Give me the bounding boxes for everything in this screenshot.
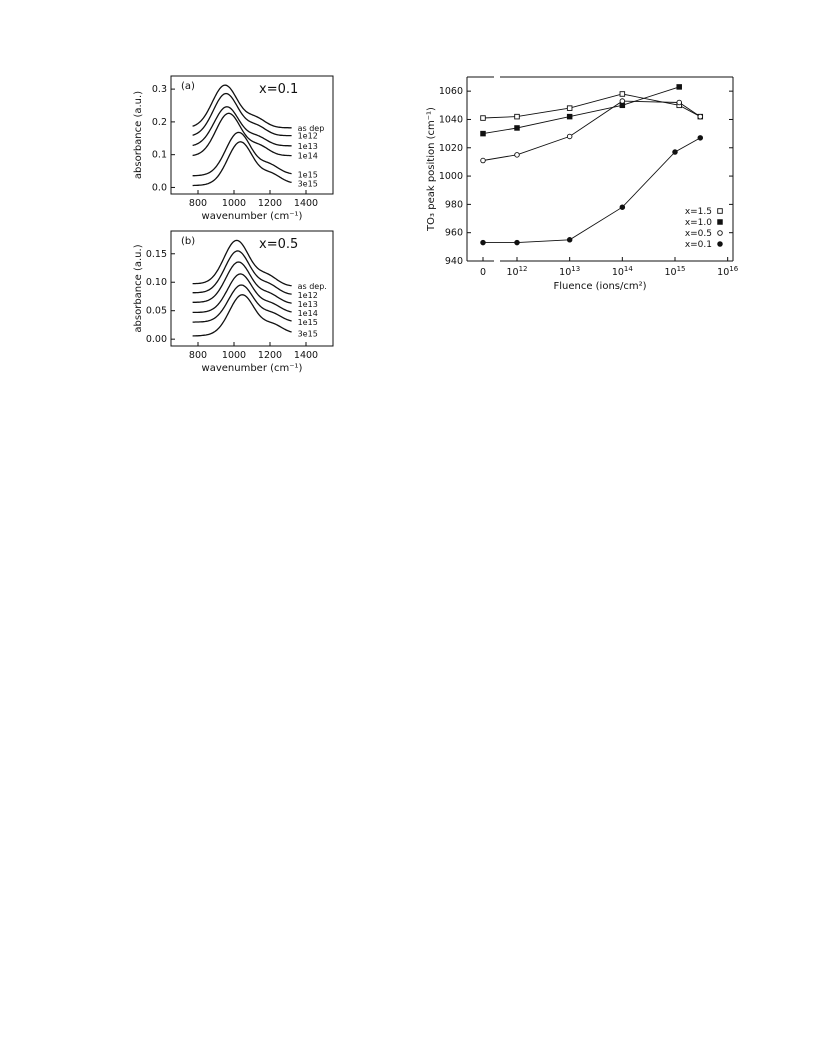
y-tick-label: 1000 [438,171,463,183]
x-tick-base: 10 [717,267,730,278]
data-point [481,158,486,163]
spectrum-label: 1e15 [297,318,318,328]
legend-label: x=0.1 [684,240,712,250]
spectrum-label: 3e15 [297,179,318,189]
x-tick-label: 1000 [221,350,247,361]
y-tick-label: 960 [444,227,463,239]
spectra-panel-a [133,76,333,222]
x-tick-exponent: 12 [518,265,528,273]
data-point [515,153,520,158]
y-tick-label: 980 [444,199,463,211]
x-tick-exponent: 14 [623,265,633,273]
x-tick-exponent: 16 [729,265,739,273]
y-tick-label: 0.3 [151,84,167,96]
spectrum-line [193,262,292,303]
data-point [718,220,723,225]
x-tick-label: 1000 [221,198,247,209]
data-point [481,131,486,136]
data-point [481,240,486,245]
data-point [567,134,572,139]
data-point [677,100,682,105]
x-tick-label: 800 [188,198,208,209]
y-axis-label: absorbance (a.u.) [133,244,144,333]
series-line [483,101,700,160]
data-point [567,237,572,242]
x-tick-label: 1400 [293,198,319,209]
peak-position-chart [426,77,739,292]
y-tick-label: 0.05 [145,305,167,317]
spectrum-label: as dep. [297,282,327,292]
x-tick-label: 800 [188,350,208,361]
x-axis-label: wavenumber (cm⁻¹) [201,211,303,222]
x-tick-base: 10 [506,267,519,278]
x-axis-label: Fluence (ions/cm²) [553,281,647,292]
y-tick-label: 0.00 [145,334,167,346]
panel-label: (a) [181,81,195,92]
x-tick-label [559,265,580,278]
data-point [481,116,486,121]
series-line [483,87,679,134]
spectrum-line [193,251,292,294]
data-point [718,231,723,236]
x-tick-label: 1200 [257,198,283,209]
y-tick-label: 0.2 [151,116,167,128]
y-tick-label: 1020 [438,142,463,154]
y-tick-label: 0.0 [151,182,167,194]
x-tick-label: 1200 [257,350,283,361]
data-point [567,114,572,119]
x-tick-exponent: 15 [676,265,686,273]
series-x-0-5 [481,99,703,163]
x-tick-base: 10 [611,267,624,278]
spectrum-label: 1e13 [297,299,318,309]
data-point [515,126,520,131]
y-tick-label: 1060 [438,86,463,98]
composition-label: x=0.5 [259,237,299,252]
composition-label: x=0.1 [259,82,299,97]
x-tick-exponent: 13 [571,265,581,273]
series-x-1-5 [481,92,703,121]
data-point [698,136,703,141]
data-point [620,205,625,210]
spectrum-label: 3e15 [297,329,318,339]
data-point [620,92,625,97]
spectrum-label: 1e15 [297,170,318,180]
data-point [718,209,723,214]
data-point [567,106,572,111]
y-tick-label: 1040 [438,114,463,126]
panel-label: (b) [181,236,196,247]
x-tick-base: 10 [559,267,572,278]
data-point [698,114,703,119]
y-tick-label: 0.15 [145,248,167,260]
x-tick-label [506,265,527,278]
data-point [677,85,682,90]
spectrum-line [193,142,292,186]
y-tick-label: 0.1 [151,149,167,161]
spectrum-label: as dep [297,123,325,133]
y-tick-label: 0.10 [145,277,167,289]
legend-label: x=1.0 [684,218,712,228]
data-point [620,99,625,104]
spectrum-label: 1e13 [297,141,318,151]
x-tick-label: 1400 [293,350,319,361]
x-tick-label [664,265,685,278]
data-point [718,242,723,247]
x-tick-base: 0 [479,267,487,278]
spectrum-label: 1e12 [297,131,318,141]
y-axis-label: TO₃ peak position (cm⁻¹) [426,107,437,231]
x-tick-label [612,265,634,278]
x-tick-label [717,265,739,278]
spectrum-label: 1e14 [297,308,318,318]
legend-label: x=1.5 [684,207,712,217]
x-tick-base: 10 [664,267,677,278]
data-point [515,114,520,119]
x-axis-label: wavenumber (cm⁻¹) [201,363,303,374]
spectra-panel-b [133,231,333,374]
spectrum-label: 1e12 [297,290,318,300]
data-point [515,240,520,245]
x-tick-label [480,267,486,278]
legend-label: x=0.5 [684,229,712,239]
series-x-0-1 [481,136,703,245]
y-axis-label: absorbance (a.u.) [133,90,144,180]
spectrum-label: 1e14 [297,151,318,161]
y-tick-label: 940 [444,256,463,267]
data-point [673,150,678,155]
